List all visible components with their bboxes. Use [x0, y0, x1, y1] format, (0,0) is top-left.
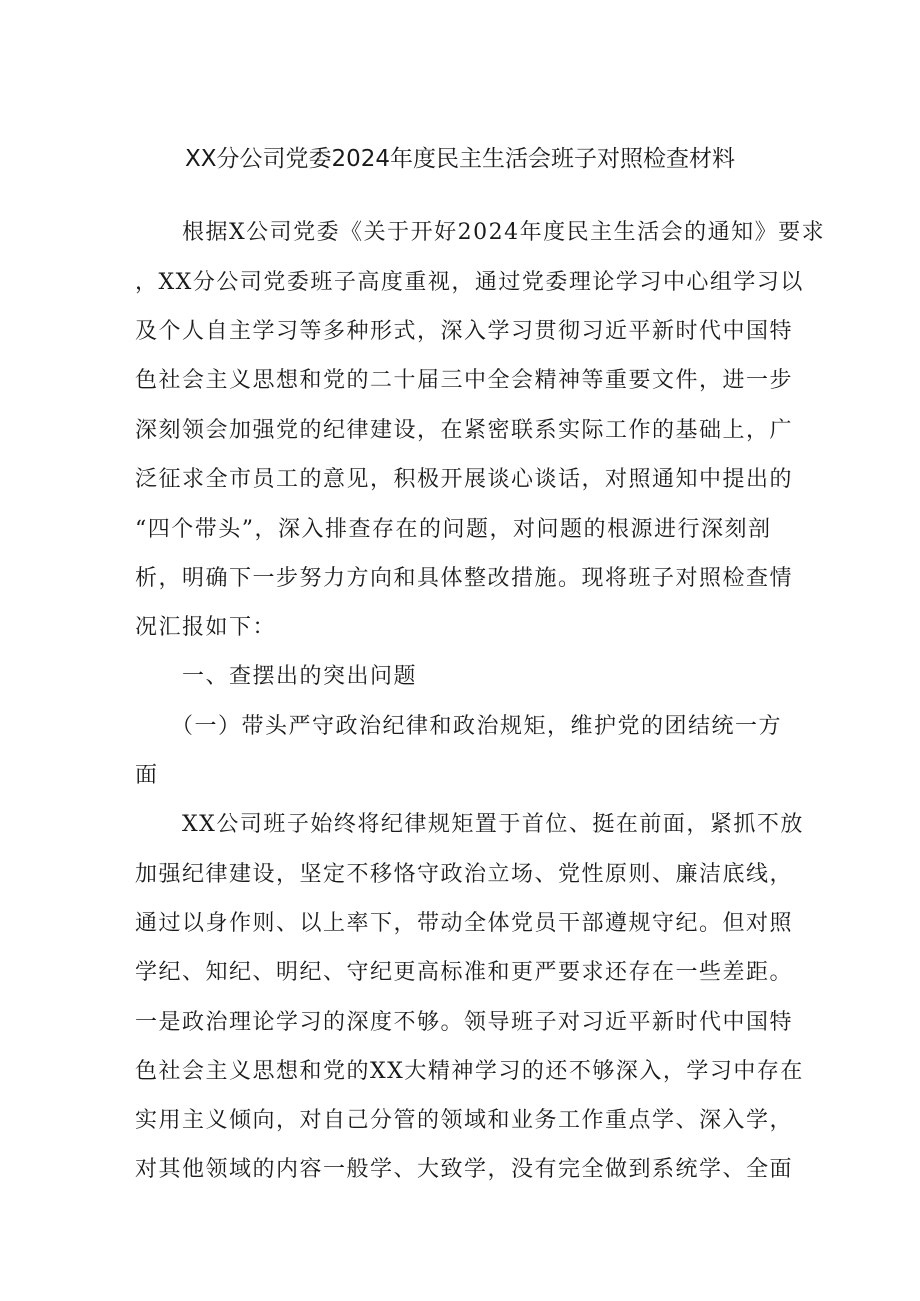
body-line: 及个人自主学习等多种形式，深入学习贯彻习近平新时代中国特 [135, 319, 794, 344]
body-line: 实用主义倾向，对自己分管的领域和业务工作重点学、深入学， [135, 1108, 794, 1133]
body-line: 学纪、知纪、明纪、守纪更高标准和更严要求还存在一些差距。 [135, 960, 794, 985]
body-line: XX公司班子始终将纪律规矩置于首位、挺在前面，紧抓不放 [135, 812, 804, 837]
body-line: 加强纪律建设，坚定不移恪守政治立场、党性原则、廉洁底线， [135, 862, 794, 887]
body-line: 对其他领域的内容一般学、大致学，没有完全做到系统学、全面 [135, 1157, 794, 1182]
document-title: XX分公司党委2024年度民主生活会班子对照检查材料 [184, 146, 736, 172]
body-line: 通过以身作则、以上率下，带动全体党员干部遵规守纪。但对照 [135, 911, 794, 936]
subsection-heading-continued: 面 [135, 763, 159, 788]
body-line: 析，明确下一步努力方向和具体整改措施。现将班子对照检查情 [135, 566, 794, 591]
body-line: 色社会主义思想和党的XX大精神学习的还不够深入，学习中存在 [135, 1059, 804, 1084]
body-line: 色社会主义思想和党的二十届三中全会精神等重要文件，进一步 [135, 368, 794, 393]
subsection-heading: （一）带头严守政治纪律和政治规矩，维护党的团结统一方 [135, 714, 783, 739]
section-heading: 一、查摆出的突出问题 [135, 664, 418, 689]
body-line: 一是政治理论学习的深度不够。领导班子对习近平新时代中国特 [135, 1010, 794, 1035]
body-line: ，XX分公司党委班子高度重视，通过党委理论学习中心组学习以 [135, 270, 804, 295]
body-line: 深刻领会加强党的纪律建设，在紧密联系实际工作的基础上，广 [135, 418, 794, 443]
body-line: 泛征求全市员工的意见，积极开展谈心谈话，对照通知中提出的 [135, 467, 794, 492]
body-line: 况汇报如下： [135, 615, 277, 640]
body-line: “四个带头”，深入排查存在的问题，对问题的根源进行深刻剖 [135, 517, 772, 542]
body-line: 根据X公司党委《关于开好2024年度民主生活会的通知》要求 [135, 220, 826, 245]
